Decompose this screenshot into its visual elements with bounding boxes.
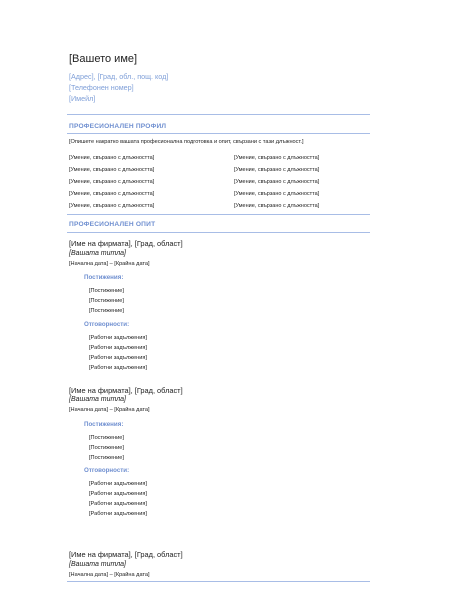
job-title[interactable]: [Вашата титла] [69,561,126,568]
job-company[interactable]: [Име на фирмата], [Град, област] [69,550,183,559]
contact-phone[interactable]: [Телефонен номер] [69,83,134,92]
skill-item[interactable]: [Умение, свързано с длъжността] [234,191,320,197]
section-divider [67,133,370,134]
section-divider [67,114,370,115]
section-divider [67,581,370,582]
section-divider [67,232,370,233]
job-dates[interactable]: [Начална дата] – [Крайна дата] [69,572,150,578]
duty-item[interactable]: [Работни задължения] [89,355,147,361]
skill-item[interactable]: [Умение, свързано с длъжността] [69,179,155,185]
achievements-heading[interactable]: Постижения: [84,274,124,281]
achievement-item[interactable]: [Постижение] [89,455,124,461]
section-title-profile[interactable]: ПРОФЕСИОНАЛЕН ПРОФИЛ [69,123,167,130]
contact-email[interactable]: [Имейл] [69,94,96,103]
duty-item[interactable]: [Работни задължения] [89,481,147,487]
job-company[interactable]: [Име на фирмата], [Град, област] [69,386,183,395]
job-company[interactable]: [Име на фирмата], [Град, област] [69,239,183,248]
duty-item[interactable]: [Работни задължения] [89,345,147,351]
job-dates[interactable]: [Начална дата] – [Крайна дата] [69,407,150,413]
contact-address[interactable]: [Адрес], [Град, обл., пощ. код] [69,72,169,81]
achievement-item[interactable]: [Постижение] [89,308,124,314]
resume-name[interactable]: [Вашето име] [69,53,138,65]
achievement-item[interactable]: [Постижение] [89,445,124,451]
duty-item[interactable]: [Работни задължения] [89,491,147,497]
job-title[interactable]: [Вашата титла] [69,250,126,257]
skill-item[interactable]: [Умение, свързано с длъжността] [234,179,320,185]
skill-item[interactable]: [Умение, свързано с длъжността] [69,167,155,173]
duty-item[interactable]: [Работни задължения] [89,511,147,517]
duty-item[interactable]: [Работни задължения] [89,365,147,371]
skill-item[interactable]: [Умение, свързано с длъжността] [234,167,320,173]
job-dates[interactable]: [Начална дата] – [Крайна дата] [69,261,150,267]
skill-item[interactable]: [Умение, свързано с длъжността] [69,203,155,209]
profile-summary[interactable]: [Опишете накратко вашата професионална подготовка и опит, свързани с тази длъжност.] [69,139,304,145]
skill-item[interactable]: [Умение, свързано с длъжността] [234,203,320,209]
skill-item[interactable]: [Умение, свързано с длъжността] [234,155,320,161]
duty-item[interactable]: [Работни задължения] [89,501,147,507]
duty-item[interactable]: [Работни задължения] [89,335,147,341]
skill-item[interactable]: [Умение, свързано с длъжността] [69,155,155,161]
achievements-heading[interactable]: Постижения: [84,421,124,428]
section-title-experience[interactable]: ПРОФЕСИОНАЛЕН ОПИТ [69,221,156,228]
duties-heading[interactable]: Отговорности: [84,321,130,328]
achievement-item[interactable]: [Постижение] [89,298,124,304]
job-title[interactable]: [Вашата титла] [69,396,126,403]
section-divider [67,214,370,215]
duties-heading[interactable]: Отговорности: [84,467,130,474]
achievement-item[interactable]: [Постижение] [89,435,124,441]
skill-item[interactable]: [Умение, свързано с длъжността] [69,191,155,197]
achievement-item[interactable]: [Постижение] [89,288,124,294]
